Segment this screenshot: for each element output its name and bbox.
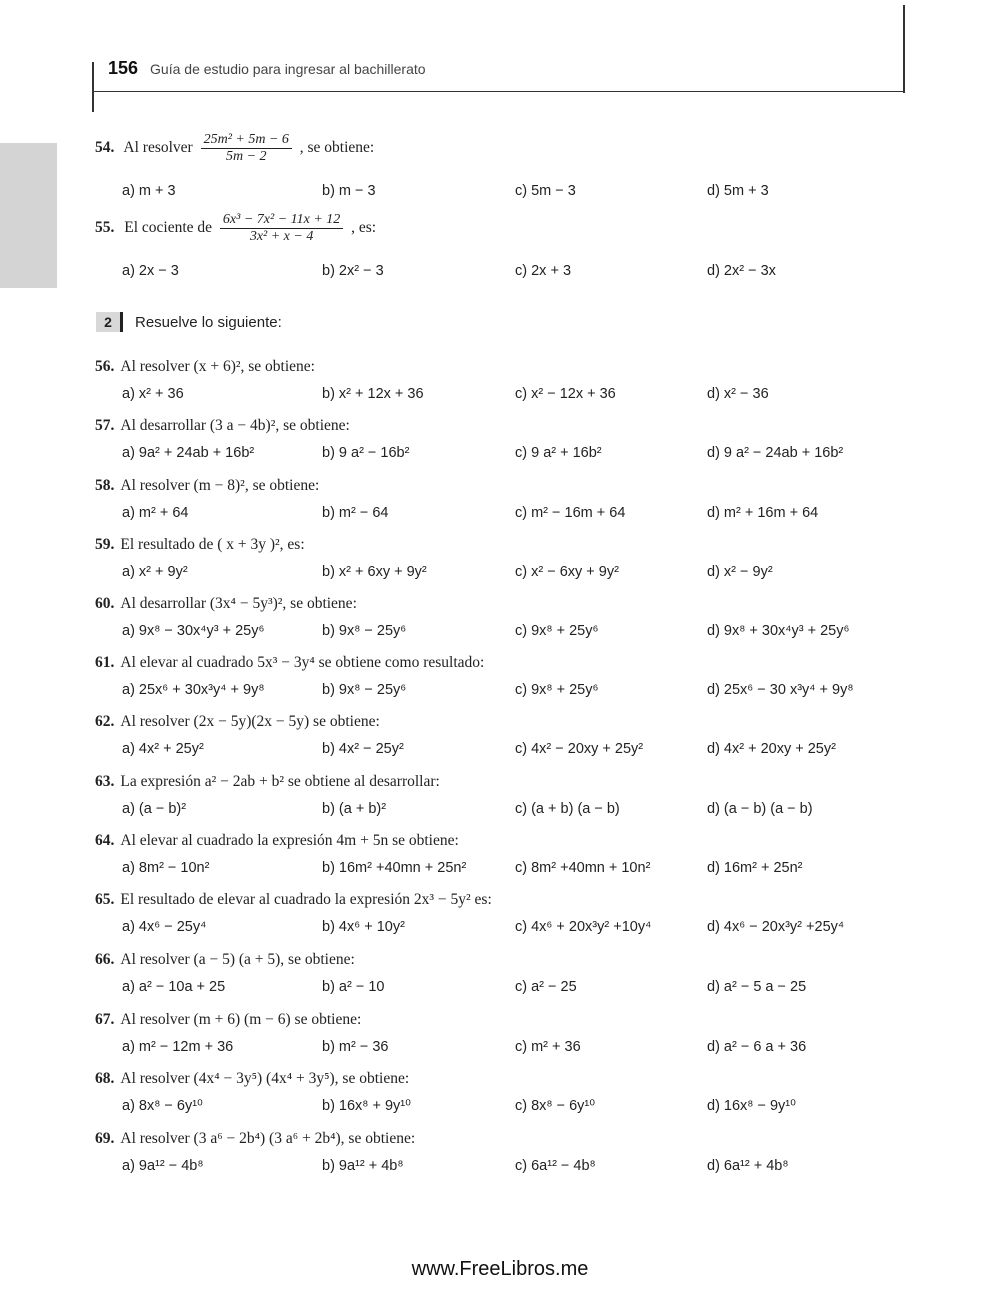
question-67 [95, 1011, 361, 1029]
option-a[interactable]: a) m + 3 [122, 183, 176, 199]
option-a[interactable]: a) m² − 12m + 36 [122, 1039, 234, 1055]
question-text: El resultado de ( x + 3y )², es: [120, 536, 305, 553]
option-d[interactable]: d) 25x⁶ − 30 x³y⁴ + 9y⁸ [707, 682, 854, 698]
option-d[interactable]: d) 16x⁸ − 9y¹⁰ [707, 1098, 796, 1114]
section-header [96, 312, 282, 334]
option-c[interactable]: c) m² + 36 [515, 1039, 581, 1055]
question-text: Al resolver (a − 5) (a + 5), se obtiene: [120, 951, 355, 968]
option-c[interactable]: c) 5m − 3 [515, 183, 576, 199]
fraction-denominator: 3x² + x − 4 [249, 229, 314, 244]
options-60 [0, 623, 1000, 643]
fraction-numerator: 6x³ − 7x² − 11x + 12 [220, 212, 343, 229]
question-number: 59. [95, 536, 115, 553]
question-number: 68. [95, 1070, 115, 1087]
option-a[interactable]: a) (a − b)² [122, 801, 187, 817]
question-number: 67. [95, 1011, 115, 1028]
question-text: Al resolver (3 a⁶ − 2b⁴) (3 a⁶ + 2b⁴), se obtiene: [120, 1130, 416, 1147]
question-63 [95, 773, 440, 791]
option-c[interactable]: c) x² − 12x + 36 [515, 386, 616, 402]
option-a[interactable]: a) 4x² + 25y² [122, 741, 204, 757]
question-number: 63. [95, 773, 115, 790]
option-a[interactable]: a) 9a² + 24ab + 16b² [122, 445, 255, 461]
section-number: 2 [96, 312, 123, 332]
question-number: 65. [95, 891, 115, 908]
option-b[interactable]: b) 9 a² − 16b² [322, 445, 410, 461]
options-67 [0, 1039, 1000, 1059]
option-d[interactable]: d) 4x⁶ − 20x³y² +25y⁴ [707, 919, 845, 935]
question-66 [95, 951, 355, 969]
option-a[interactable]: a) x² + 36 [122, 386, 184, 402]
question-suffix: , se obtiene: [299, 139, 375, 157]
option-d[interactable]: d) 16m² + 25n² [707, 860, 803, 876]
options-65 [0, 919, 1000, 939]
option-b[interactable]: b) 16m² +40mn + 25n² [322, 860, 467, 876]
option-b[interactable]: b) m² − 64 [322, 505, 389, 521]
option-c[interactable]: c) 4x² − 20xy + 25y² [515, 741, 644, 757]
question-65 [95, 891, 492, 909]
question-number: 57. [95, 417, 115, 434]
header-title: Guía de estudio para ingresar al bachillerato [150, 61, 426, 77]
question-text: Al resolver [123, 139, 193, 157]
question-61 [95, 654, 484, 672]
question-text: Al desarrollar (3x⁴ − 5y³)², se obtiene: [120, 595, 357, 612]
question-58 [95, 477, 319, 495]
options-64 [0, 860, 1000, 880]
option-d[interactable]: d) 9 a² − 24ab + 16b² [707, 445, 844, 461]
option-b[interactable]: b) 9x⁸ − 25y⁶ [322, 623, 407, 639]
options-55 [0, 263, 1000, 283]
question-text: Al resolver (m + 6) (m − 6) se obtiene: [120, 1011, 362, 1028]
option-a[interactable]: a) 9a¹² − 4b⁸ [122, 1158, 204, 1174]
question-text: Al elevar al cuadrado 5x³ − 3y⁴ se obtiene como resultado: [120, 654, 485, 671]
option-b[interactable]: b) x² + 12x + 36 [322, 386, 424, 402]
option-d[interactable]: d) 9x⁸ + 30x⁴y³ + 25y⁶ [707, 623, 850, 639]
fraction [220, 212, 343, 245]
question-text: El cociente de [124, 219, 213, 237]
question-64 [95, 832, 459, 850]
question-number: 64. [95, 832, 115, 849]
option-a[interactable]: a) 2x − 3 [122, 263, 179, 279]
option-d[interactable]: d) 2x² − 3x [707, 263, 776, 279]
option-d[interactable]: d) m² + 16m + 64 [707, 505, 819, 521]
option-b[interactable]: b) (a + b)² [322, 801, 387, 817]
options-59 [0, 564, 1000, 584]
option-c[interactable]: c) 8x⁸ − 6y¹⁰ [515, 1098, 596, 1114]
question-69 [95, 1130, 415, 1148]
fraction-numerator: 25m² + 5m − 6 [201, 132, 292, 149]
option-b[interactable]: b) m − 3 [322, 183, 376, 199]
header-vertical-rule-left [92, 62, 94, 112]
question-text: Al elevar al cuadrado la expresión 4m + 5n se obtiene: [120, 832, 459, 849]
option-b[interactable]: b) a² − 10 [322, 979, 385, 995]
option-c[interactable]: c) 8m² +40mn + 10n² [515, 860, 651, 876]
option-c[interactable]: c) 9x⁸ + 25y⁶ [515, 623, 599, 639]
options-54 [0, 183, 1000, 203]
page-number: 156 [108, 58, 139, 78]
question-57 [95, 417, 350, 435]
option-c[interactable]: c) m² − 16m + 64 [515, 505, 626, 521]
options-61 [0, 682, 1000, 702]
option-c[interactable]: c) 4x⁶ + 20x³y² +10y⁴ [515, 919, 652, 935]
option-d[interactable]: d) (a − b) (a − b) [707, 801, 813, 817]
question-number: 69. [95, 1130, 115, 1147]
option-d[interactable]: d) x² − 36 [707, 386, 769, 402]
options-69 [0, 1158, 1000, 1178]
option-b[interactable]: b) 2x² − 3 [322, 263, 384, 279]
question-text: Al resolver (m − 8)², se obtiene: [120, 477, 320, 494]
option-a[interactable]: a) m² + 64 [122, 505, 189, 521]
question-number: 54. [95, 139, 115, 157]
option-b[interactable]: b) 16x⁸ + 9y¹⁰ [322, 1098, 411, 1114]
option-b[interactable]: b) x² + 6xy + 9y² [322, 564, 427, 580]
question-60 [95, 595, 357, 613]
question-number: 62. [95, 713, 115, 730]
fraction [201, 132, 292, 165]
question-number: 55. [95, 219, 115, 237]
option-c[interactable]: c) 9x⁸ + 25y⁶ [515, 682, 599, 698]
options-58 [0, 505, 1000, 525]
question-text: Al resolver (4x⁴ − 3y⁵) (4x⁴ + 3y⁵), se obtiene: [120, 1070, 410, 1087]
option-d[interactable]: d) 6a¹² + 4b⁸ [707, 1158, 789, 1174]
option-c[interactable]: c) 2x + 3 [515, 263, 572, 279]
options-57 [0, 445, 1000, 465]
question-number: 58. [95, 477, 115, 494]
option-b[interactable]: b) 9a¹² + 4b⁸ [322, 1158, 404, 1174]
option-a[interactable]: a) 25x⁶ + 30x³y⁴ + 9y⁸ [122, 682, 265, 698]
option-a[interactable]: a) a² − 10a + 25 [122, 979, 226, 995]
header-rule [92, 91, 904, 92]
option-c[interactable]: c) x² − 6xy + 9y² [515, 564, 619, 580]
question-59 [95, 536, 305, 554]
question-text: Al desarrollar (3 a − 4b)², se obtiene: [120, 417, 350, 434]
option-a[interactable]: a) 8m² − 10n² [122, 860, 210, 876]
question-56 [95, 358, 315, 376]
options-62 [0, 741, 1000, 761]
option-c[interactable]: c) 6a¹² − 4b⁸ [515, 1158, 596, 1174]
option-a[interactable]: a) 8x⁸ − 6y¹⁰ [122, 1098, 203, 1114]
option-a[interactable]: a) 9x⁸ − 30x⁴y³ + 25y⁶ [122, 623, 265, 639]
option-a[interactable]: a) 4x⁶ − 25y⁴ [122, 919, 207, 935]
option-c[interactable]: c) a² − 25 [515, 979, 577, 995]
options-56 [0, 386, 1000, 406]
question-text: Al resolver (x + 6)², se obtiene: [120, 358, 315, 375]
question-text: La expresión a² − 2ab + b² se obtiene al desarrollar: [120, 773, 440, 790]
options-68 [0, 1098, 1000, 1118]
option-c[interactable]: c) (a + b) (a − b) [515, 801, 620, 817]
question-55 [95, 212, 376, 245]
option-b[interactable]: b) 4x⁶ + 10y² [322, 919, 405, 935]
page-header [108, 58, 426, 79]
question-suffix: , es: [351, 219, 377, 237]
question-number: 56. [95, 358, 115, 375]
option-b[interactable]: b) m² − 36 [322, 1039, 389, 1055]
question-text: El resultado de elevar al cuadrado la expresión 2x³ − 5y² es: [120, 891, 492, 908]
option-d[interactable]: d) x² − 9y² [707, 564, 773, 580]
option-d[interactable]: d) a² − 6 a + 36 [707, 1039, 807, 1055]
options-63 [0, 801, 1000, 821]
question-62 [95, 713, 380, 731]
footer-url: www.FreeLibros.me [411, 1258, 589, 1280]
question-number: 61. [95, 654, 115, 671]
question-text: Al resolver (2x − 5y)(2x − 5y) se obtiene: [120, 713, 380, 730]
option-a[interactable]: a) x² + 9y² [122, 564, 188, 580]
option-b[interactable]: b) 4x² − 25y² [322, 741, 404, 757]
option-d[interactable]: d) 4x² + 20xy + 25y² [707, 741, 836, 757]
question-54 [95, 132, 374, 165]
option-b[interactable]: b) 9x⁸ − 25y⁶ [322, 682, 407, 698]
options-66 [0, 979, 1000, 999]
option-c[interactable]: c) 9 a² + 16b² [515, 445, 602, 461]
option-d[interactable]: d) a² − 5 a − 25 [707, 979, 807, 995]
option-d[interactable]: d) 5m + 3 [707, 183, 769, 199]
question-number: 66. [95, 951, 115, 968]
question-68 [95, 1070, 409, 1088]
header-vertical-rule-right [903, 5, 905, 93]
question-number: 60. [95, 595, 115, 612]
section-title: Resuelve lo siguiente: [135, 314, 282, 331]
fraction-denominator: 5m − 2 [225, 149, 267, 164]
